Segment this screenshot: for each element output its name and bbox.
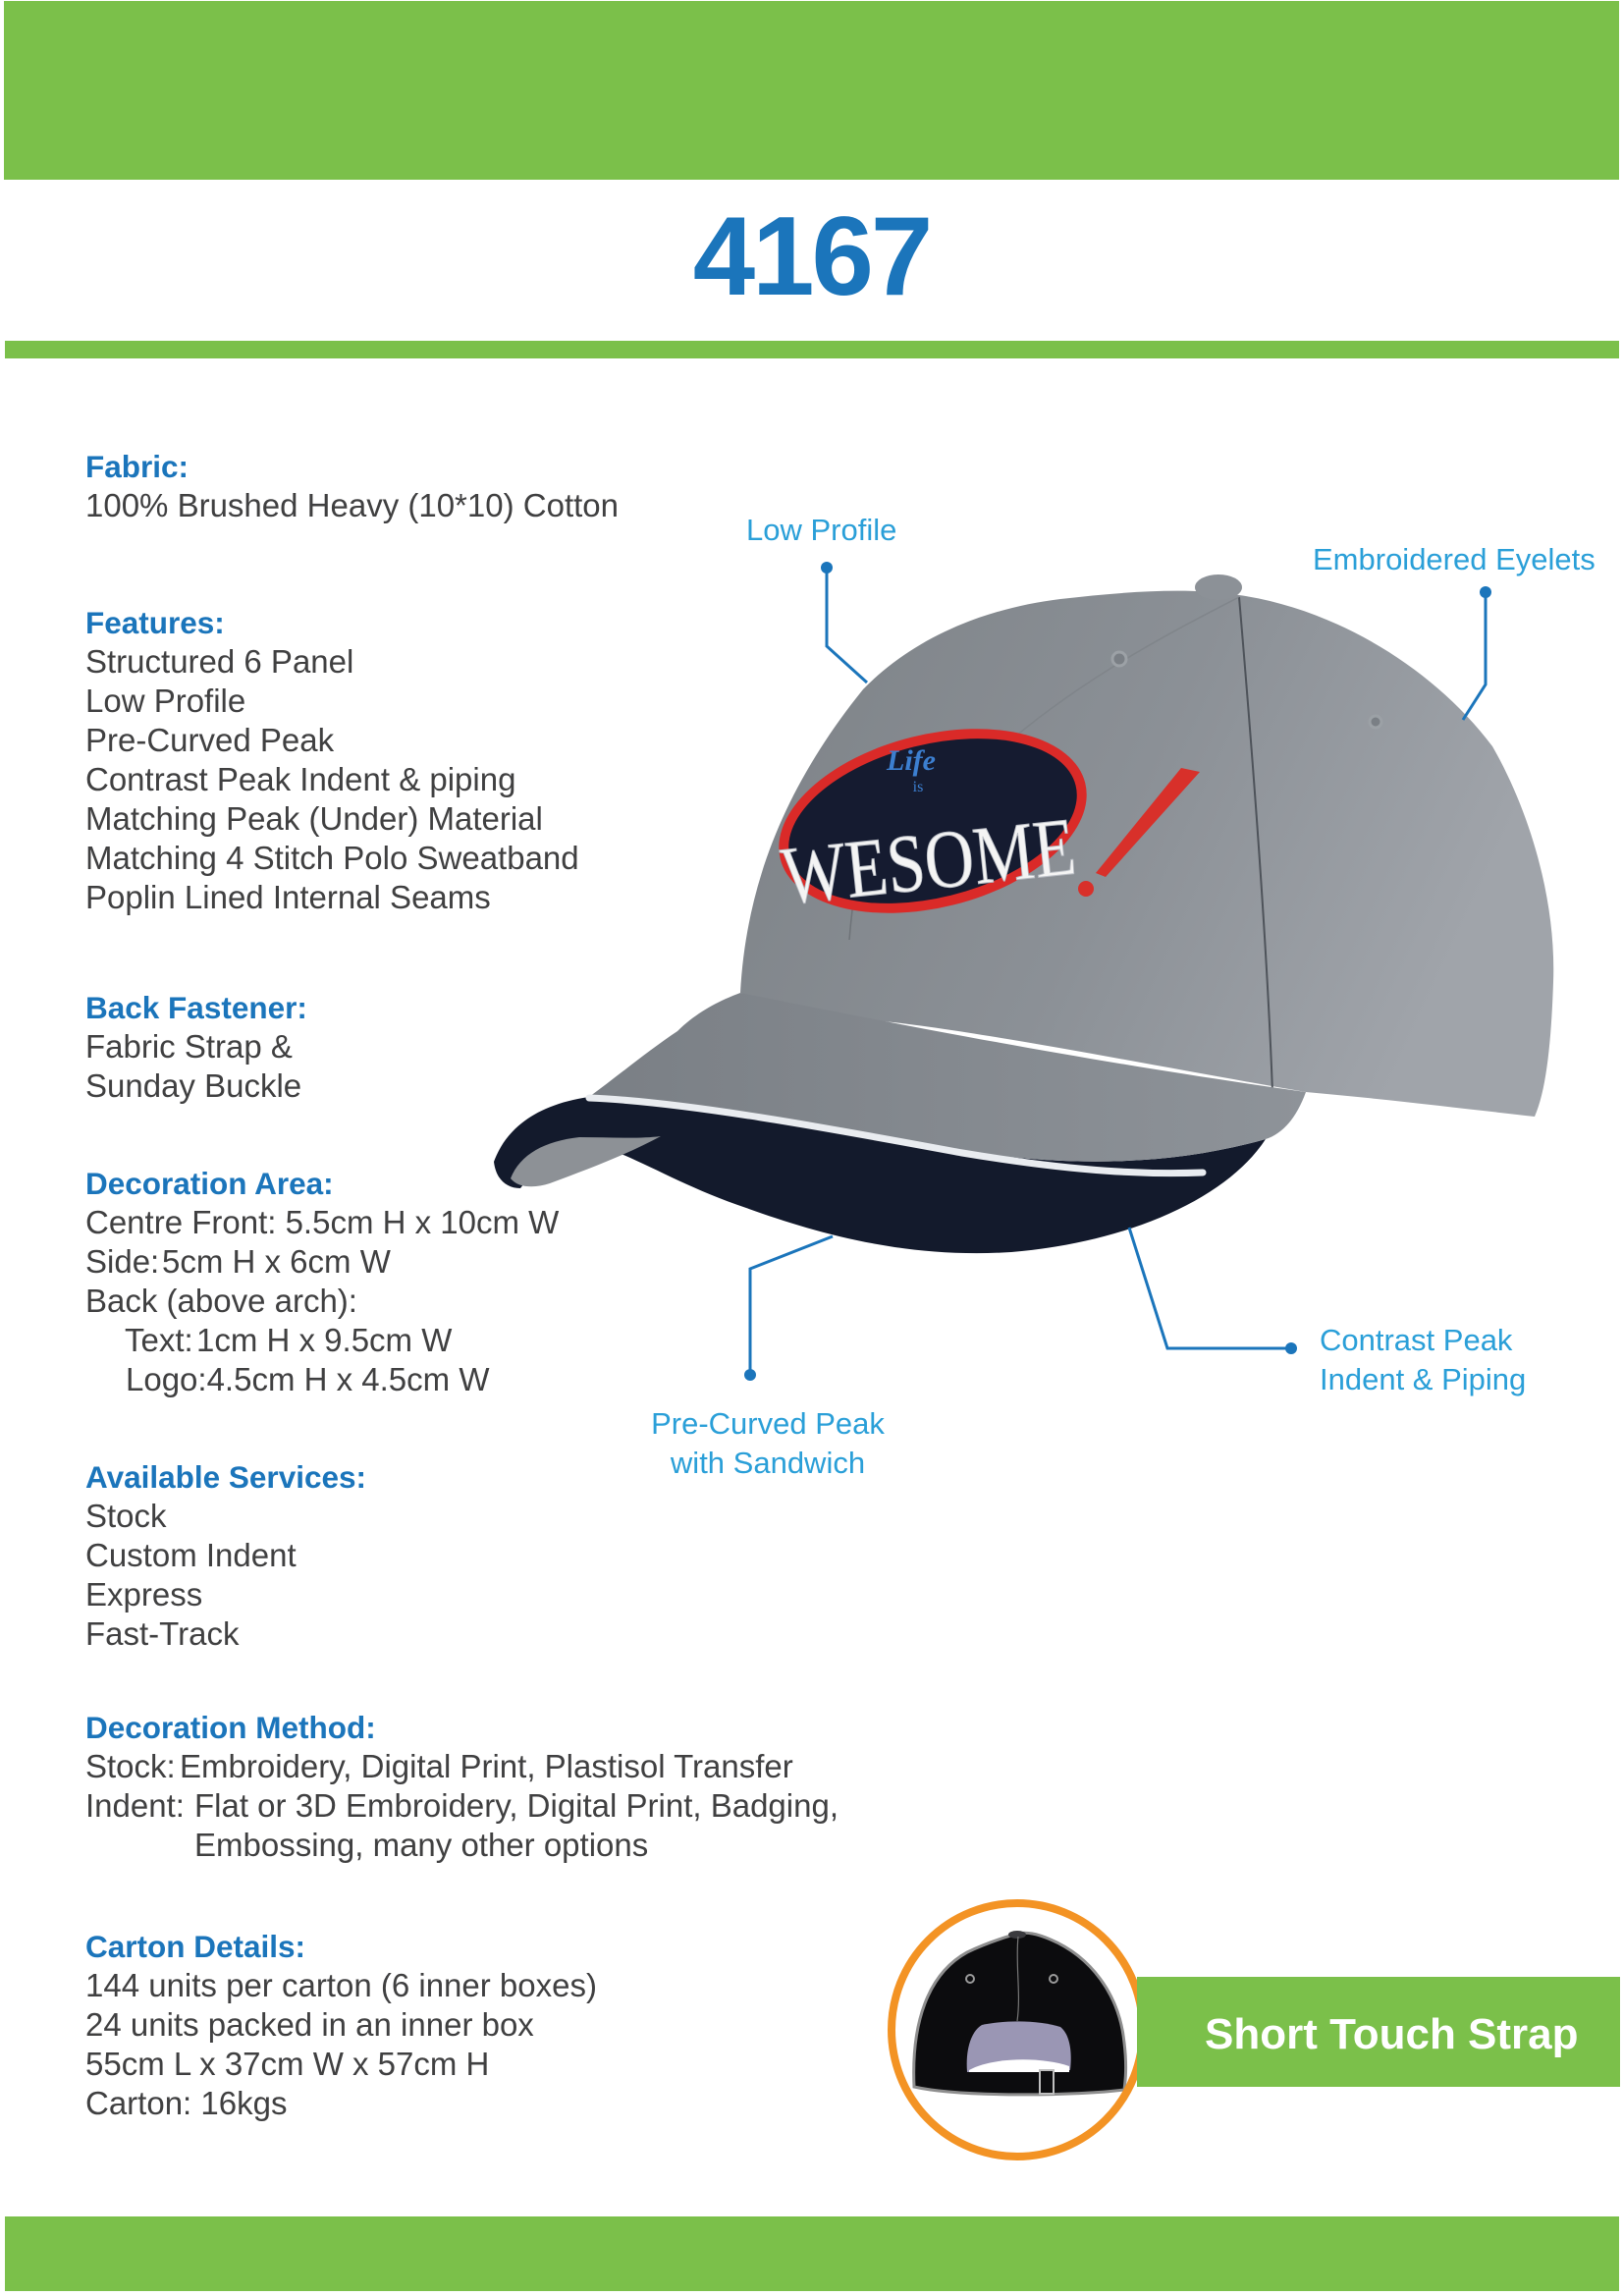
text-label: Text: — [125, 1322, 193, 1358]
spec-decoration-area — [85, 1164, 559, 1399]
service-item: Fast-Track — [85, 1615, 240, 1652]
back-view-inset — [914, 1931, 1126, 2095]
service-item: Custom Indent — [85, 1537, 297, 1573]
exclamation-dot-icon — [1078, 881, 1094, 897]
callout-embroidered-eyelets: Embroidered Eyelets — [1313, 542, 1596, 576]
back-fastener-heading: Back Fastener: — [85, 990, 307, 1025]
service-item: Stock — [85, 1498, 167, 1534]
callout-low-profile: Low Profile — [746, 513, 897, 547]
side-value: 5cm H x 6cm W — [162, 1243, 391, 1280]
footer-green-bar — [5, 2216, 1619, 2291]
carton-line: Carton: 16kgs — [85, 2085, 288, 2121]
spec-carton-details — [85, 1927, 597, 2123]
feature-item: Contrast Peak Indent & piping — [85, 761, 516, 797]
carton-line: 55cm L x 37cm W x 57cm H — [85, 2046, 490, 2082]
buckle-icon — [1040, 2070, 1054, 2094]
contrast-dot-icon — [1285, 1342, 1297, 1354]
fabric-heading: Fabric: — [85, 449, 189, 484]
pre-curved-leader — [750, 1236, 833, 1375]
indent-value: Flat or 3D Embroidery, Digital Print, Badging, — [194, 1787, 839, 1824]
strap-label: Short Touch Strap — [1205, 2010, 1579, 2058]
service-item: Express — [85, 1576, 203, 1613]
back-above-arch: Back (above arch): — [85, 1283, 357, 1319]
text-value: 1cm H x 9.5cm W — [196, 1322, 453, 1358]
patch-text-is: is — [912, 779, 924, 795]
callout-pre-curved-line2: with Sandwich — [670, 1446, 866, 1480]
product-code-title: 4167 — [692, 194, 931, 319]
stock-value: Embroidery, Digital Print, Plastisol Transfer — [180, 1748, 793, 1784]
decoration-area-heading: Decoration Area: — [85, 1166, 334, 1201]
back-strap — [969, 2072, 1079, 2082]
spec-fabric — [85, 447, 619, 525]
callout-contrast-line1: Contrast Peak — [1320, 1323, 1513, 1357]
back-text-size — [85, 1321, 559, 1360]
low-profile-leader — [827, 568, 867, 683]
back-fastener-line: Fabric Strap & — [85, 1028, 293, 1065]
side-label: Side: — [85, 1243, 160, 1280]
indent-method — [85, 1786, 839, 1826]
spec-back-fastener — [85, 988, 307, 1106]
eyelets-leader — [1463, 592, 1486, 720]
carton-line: 24 units packed in an inner box — [85, 2006, 534, 2043]
feature-item: Low Profile — [85, 683, 246, 719]
fabric-value: 100% Brushed Heavy (10*10) Cotton — [85, 487, 619, 523]
stock-method — [85, 1747, 839, 1786]
contrast-leader — [1129, 1228, 1291, 1348]
callout-contrast-line2: Indent & Piping — [1320, 1362, 1527, 1396]
eyelet-icon — [1112, 652, 1126, 666]
features-heading: Features: — [85, 605, 225, 640]
decoration-method-heading: Decoration Method: — [85, 1710, 376, 1745]
carton-details-heading: Carton Details: — [85, 1929, 306, 1964]
back-cap-button — [1008, 1931, 1026, 1939]
feature-item: Structured 6 Panel — [85, 643, 354, 680]
centre-front-size: Centre Front: 5.5cm H x 10cm W — [85, 1204, 560, 1240]
patch-text-wesome: WESOME — [777, 793, 1143, 923]
spec-features — [85, 603, 579, 917]
eyelet-icon — [1370, 716, 1381, 728]
back-fastener-line: Sunday Buckle — [85, 1067, 302, 1104]
callout-contrast-peak — [1320, 1321, 1526, 1399]
pre-curved-dot-icon — [744, 1369, 756, 1381]
low-profile-dot-icon — [821, 562, 833, 574]
feature-item: Matching 4 Stitch Polo Sweatband — [85, 840, 579, 876]
callout-pre-curved-line1: Pre-Curved Peak — [651, 1406, 885, 1441]
cap-button — [1195, 574, 1242, 600]
spec-decoration-method — [85, 1708, 839, 1865]
patch-text-life: Life — [887, 744, 936, 777]
stock-label: Stock: — [85, 1748, 176, 1784]
eyelets-dot-icon — [1480, 586, 1491, 598]
back-logo-size: Logo:4.5cm H x 4.5cm W — [126, 1361, 490, 1397]
side-size — [85, 1242, 559, 1282]
feature-item: Poplin Lined Internal Seams — [85, 879, 491, 915]
feature-item: Pre-Curved Peak — [85, 722, 335, 758]
feature-item: Matching Peak (Under) Material — [85, 800, 543, 837]
available-services-heading: Available Services: — [85, 1459, 367, 1495]
spec-available-services — [85, 1457, 366, 1654]
callout-pre-curved-peak — [571, 1404, 964, 1483]
indent-label: Indent: — [85, 1787, 185, 1824]
indent-method-continued: Embossing, many other options — [194, 1827, 649, 1863]
carton-line: 144 units per carton (6 inner boxes) — [85, 1967, 597, 2003]
